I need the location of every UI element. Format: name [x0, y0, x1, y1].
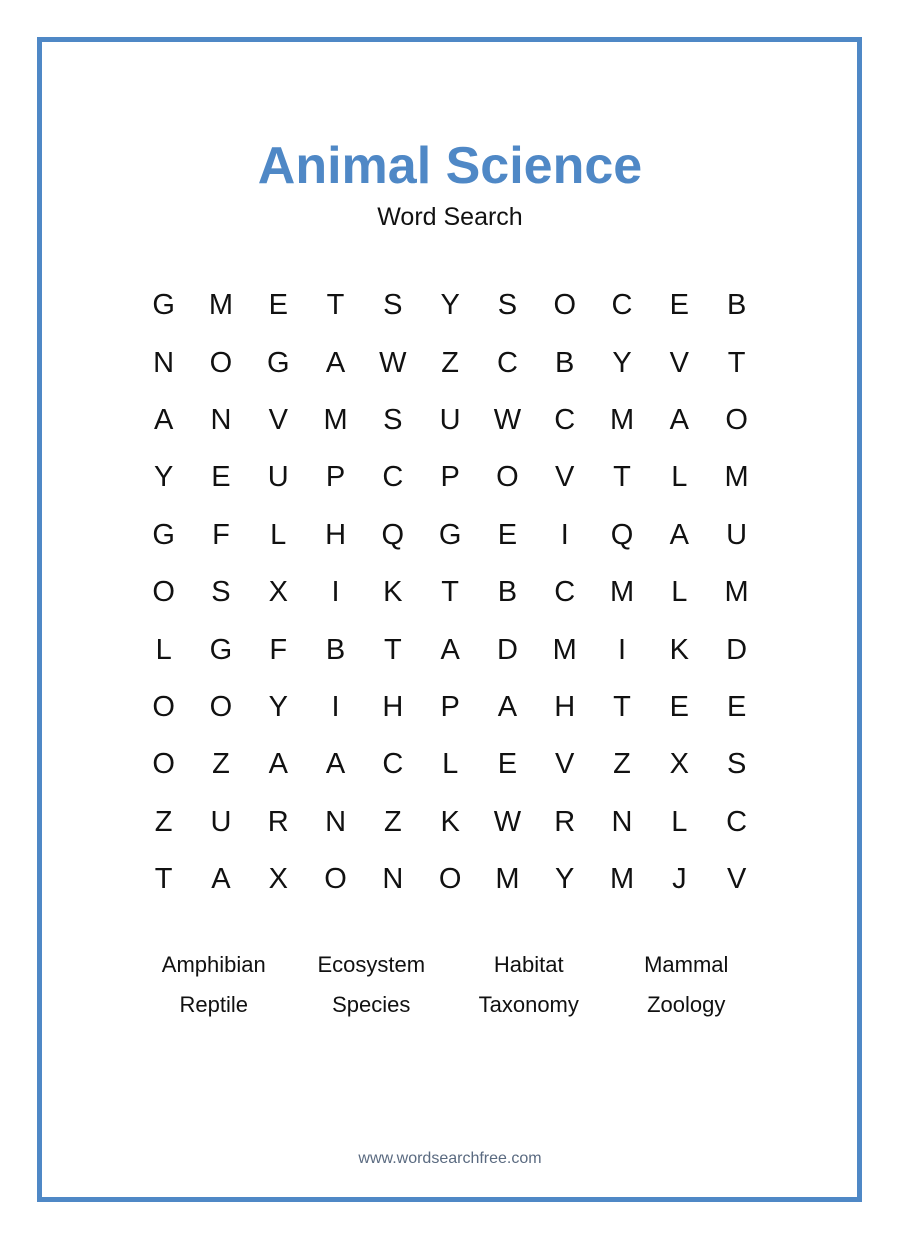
grid-letter: X	[268, 863, 288, 896]
grid-letter: Y	[153, 461, 174, 494]
grid-letter: O	[438, 863, 462, 896]
grid-letter: O	[324, 863, 347, 896]
grid-letter: E	[497, 518, 518, 551]
grid-letter: X	[268, 576, 288, 609]
grid-letter: D	[726, 633, 748, 666]
word-list-item: Amphibian	[161, 952, 266, 977]
grid-letter: O	[725, 403, 748, 436]
grid-letter: T	[613, 461, 631, 494]
grid-letter: M	[724, 461, 749, 494]
grid-letter: G	[152, 289, 175, 322]
grid-letter: A	[669, 518, 689, 551]
grid-letter: G	[438, 518, 462, 551]
grid-letter: T	[326, 289, 345, 322]
grid-letter: Z	[441, 346, 459, 379]
grid-letter: K	[383, 576, 403, 609]
grid-letter: H	[554, 690, 576, 723]
word-list-item: Mammal	[644, 952, 729, 977]
grid-letter: Z	[613, 748, 631, 781]
word-list-item: Habitat	[493, 952, 564, 977]
grid-letter: Y	[268, 690, 288, 723]
grid-letter: B	[325, 633, 346, 666]
grid-letter: L	[442, 748, 459, 781]
grid-letter: I	[331, 690, 340, 723]
footer-url[interactable]: www.wordsearchfree.com	[358, 1150, 542, 1167]
grid-letter: Y	[612, 346, 632, 379]
grid-letter: C	[382, 748, 404, 781]
grid-letter: M	[208, 289, 234, 322]
grid-letter: A	[325, 748, 346, 781]
grid-letter: S	[383, 403, 403, 436]
grid-letter: A	[268, 748, 288, 781]
grid-letter: T	[727, 346, 746, 379]
grid-letter: M	[552, 633, 577, 666]
grid-letter: A	[440, 633, 460, 666]
grid-letter: M	[323, 403, 348, 436]
grid-letter: E	[211, 461, 231, 494]
grid-letter: J	[672, 863, 687, 896]
grid-letter: E	[726, 690, 747, 723]
grid-letter: R	[267, 805, 289, 838]
word-list	[135, 952, 765, 1032]
grid-letter: G	[209, 633, 233, 666]
grid-letter: M	[609, 863, 635, 896]
grid-letter: Z	[212, 748, 230, 781]
grid-letter: T	[613, 690, 631, 723]
grid-letter: N	[382, 863, 404, 896]
grid-letter: V	[669, 346, 689, 379]
grid-letter: X	[669, 748, 689, 781]
grid-letter: V	[555, 748, 575, 781]
grid-letter: B	[726, 289, 747, 322]
grid-letter: N	[325, 805, 347, 838]
grid-letter: M	[609, 403, 635, 436]
grid-letter: O	[209, 690, 233, 723]
grid-letter: Z	[383, 805, 402, 838]
letter-grid	[135, 277, 765, 908]
grid-letter: M	[724, 576, 749, 609]
grid-letter: A	[325, 346, 346, 379]
grid-letter: C	[611, 289, 633, 322]
grid-letter: T	[154, 863, 173, 896]
grid-letter: A	[669, 403, 689, 436]
puzzle-title: Animal Science	[257, 137, 643, 195]
grid-letter: M	[609, 576, 635, 609]
grid-letter: U	[267, 461, 289, 494]
grid-letter: Q	[610, 518, 634, 551]
word-list-item: Ecosystem	[317, 952, 426, 977]
grid-letter: V	[268, 403, 288, 436]
grid-letter: N	[210, 403, 232, 436]
grid-letter: B	[555, 346, 575, 379]
grid-letter: Z	[154, 805, 173, 838]
word-list-item: Species	[332, 992, 411, 1017]
grid-letter: S	[383, 289, 403, 322]
word-list-item: Zoology	[647, 992, 726, 1017]
grid-letter: F	[212, 518, 230, 551]
grid-letter: V	[726, 863, 747, 896]
grid-letter: A	[497, 690, 518, 723]
grid-letter: U	[439, 403, 461, 436]
grid-letter: B	[497, 576, 518, 609]
grid-letter: M	[495, 863, 520, 896]
grid-letter: L	[671, 805, 688, 838]
grid-letter: P	[325, 461, 346, 494]
grid-letter: W	[493, 403, 522, 436]
grid-letter: P	[440, 690, 460, 723]
grid-letter: L	[671, 576, 688, 609]
grid-letter: L	[671, 461, 688, 494]
grid-letter: E	[669, 289, 689, 322]
grid-letter: T	[441, 576, 459, 609]
grid-letter: F	[269, 633, 288, 666]
grid-letter: N	[611, 805, 633, 838]
grid-letter: C	[382, 461, 404, 494]
grid-letter: I	[617, 633, 627, 666]
grid-letter: K	[669, 633, 689, 666]
grid-letter: I	[331, 576, 340, 609]
grid-letter: C	[554, 403, 576, 436]
grid-letter: E	[268, 289, 288, 322]
grid-letter: Y	[555, 863, 575, 896]
grid-letter: O	[553, 289, 576, 322]
grid-letter: O	[152, 576, 175, 609]
grid-letter: L	[270, 518, 287, 551]
grid-letter: C	[726, 805, 748, 838]
word-list-item: Reptile	[179, 992, 248, 1017]
grid-letter: U	[210, 805, 232, 838]
grid-letter: H	[325, 518, 347, 551]
grid-letter: Y	[440, 289, 460, 322]
grid-letter: Q	[381, 518, 405, 551]
grid-letter: C	[554, 576, 576, 609]
grid-letter: S	[211, 576, 231, 609]
grid-letter: S	[497, 289, 518, 322]
grid-letter: U	[726, 518, 748, 551]
grid-letter: E	[497, 748, 518, 781]
grid-letter: E	[669, 690, 689, 723]
grid-letter: A	[153, 403, 174, 436]
grid-letter: R	[554, 805, 576, 838]
grid-letter: O	[209, 346, 233, 379]
grid-letter: O	[152, 690, 175, 723]
grid-letter: O	[496, 461, 519, 494]
grid-letter: N	[153, 346, 175, 379]
grid-letter: T	[383, 633, 402, 666]
grid-letter: C	[496, 346, 518, 379]
grid-letter: H	[382, 690, 404, 723]
grid-letter: S	[726, 748, 747, 781]
grid-letter: G	[266, 346, 290, 379]
grid-letter: P	[440, 461, 460, 494]
grid-letter: W	[493, 805, 522, 838]
grid-letter: K	[440, 805, 460, 838]
grid-letter: G	[152, 518, 175, 551]
puzzle-subtitle: Word Search	[377, 203, 523, 231]
grid-letter: I	[560, 518, 569, 551]
grid-letter: V	[555, 461, 575, 494]
grid-letter: L	[155, 633, 172, 666]
grid-letter: O	[152, 748, 175, 781]
grid-letter: A	[211, 863, 231, 896]
grid-letter: W	[379, 346, 407, 379]
word-list-item: Taxonomy	[478, 992, 579, 1017]
grid-letter: D	[496, 633, 518, 666]
